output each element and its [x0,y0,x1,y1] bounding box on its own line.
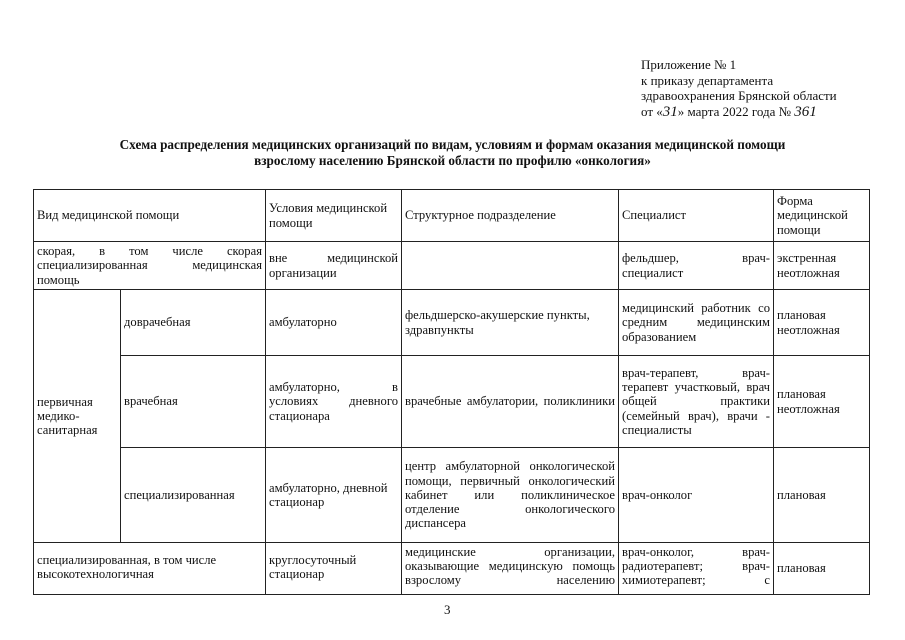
appendix-date-line [641,104,837,121]
header-specialist: Специалист [619,190,774,242]
primary-group-label: первичная медико-санитарная [34,290,121,543]
table-row [34,356,870,448]
header-kind: Вид медицинской помощи [34,190,266,242]
distribution-table [33,189,870,595]
emergency-kind: скорая, в том числе скорая специализированная медицинская помощь [34,242,266,290]
date-middle: » марта 2022 года № [677,103,792,119]
emergency-form: экстренная неотложная [774,242,870,290]
header-conditions: Условия медицинской помощи [266,190,402,242]
specialized-primary-specialist: врач-онколог [619,448,774,543]
high-tech-conditions: круглосуточный стационар [266,543,402,595]
header-unit: Структурное подразделение [402,190,619,242]
physician-specialist: врач-терапевт, врач-терапевт участковый, врач общей практики (семейный врач), врачи - специалисты [619,356,774,448]
specialized-primary-subtype: специализированная [121,448,266,543]
emergency-conditions: вне медицинской организации [266,242,402,290]
header-row [34,190,870,242]
physician-form: плановая неотложная [774,356,870,448]
specialized-primary-unit: центр амбулаторной онкологической помощи, первичный онкологический кабинет или поликлиническое отделение онкологического диспансера [402,448,619,543]
table-row [34,448,870,543]
table-row [34,242,870,290]
appendix-line-1: Приложение № 1 [641,57,737,72]
high-tech-specialist: врач-онколог, врач-радиотерапевт; врач-химиотерапевт; с [619,543,774,595]
header-form: Форма медицинской помощи [774,190,870,242]
high-tech-unit: медицинские организации, оказывающие медицинскую помощь взрослому населению [402,543,619,595]
title-line-2: взрослому населению Брянской области по профилю «онкология» [254,152,651,168]
physician-conditions: амбулаторно, в условиях дневного стационара [266,356,402,448]
prehospital-form: плановая неотложная [774,290,870,356]
prehospital-subtype: доврачебная [121,290,266,356]
appendix-header [641,57,837,120]
table-row [34,290,870,356]
physician-subtype: врачебная [121,356,266,448]
high-tech-form: плановая [774,543,870,595]
handwritten-order-number: 361 [794,103,817,120]
handwritten-day: 31 [662,103,678,120]
title-line-1: Схема распределения медицинских организаций по видам, условиям и формам оказания медицинской помощи [119,137,786,152]
emergency-specialist: фельдшер, врач-специалист [619,242,774,290]
specialized-primary-form: плановая [774,448,870,543]
page-number: 3 [444,602,451,617]
high-tech-kind: специализированная, в том числе высокотехнологичная [34,543,266,595]
appendix-line-2: к приказу департамента [641,72,774,88]
physician-unit: врачебные амбулатории, поликлиники [402,356,619,448]
appendix-line-3: здравоохранения Брянской области [641,88,837,103]
prehospital-unit: фельдшерско-акушерские пункты, здравпункты [402,290,619,356]
table-row [34,543,870,595]
emergency-unit [402,242,619,290]
document-title [30,137,875,168]
prehospital-specialist: медицинский работник со средним медицинским образованием [619,290,774,356]
date-prefix: от « [641,103,663,119]
prehospital-conditions: амбулаторно [266,290,402,356]
specialized-primary-conditions: амбулаторно, дневной стационар [266,448,402,543]
